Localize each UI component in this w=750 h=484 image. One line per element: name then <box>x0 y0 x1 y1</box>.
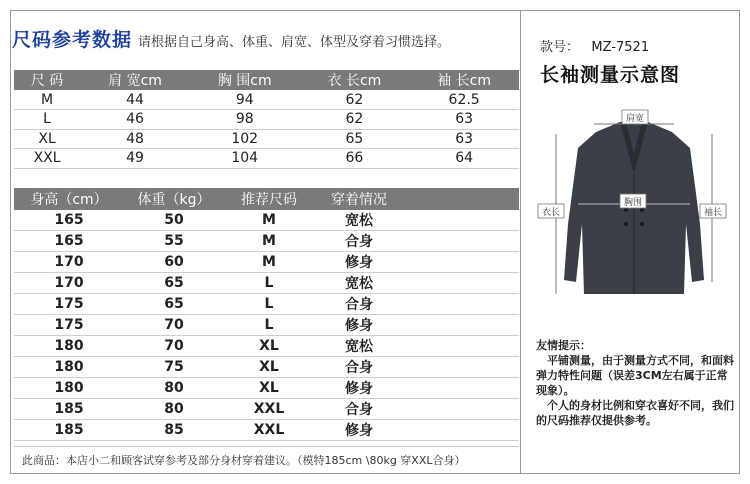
cell: 49 <box>80 149 190 169</box>
size-header <box>12 25 450 52</box>
tip-1: 平铺测量，由于测量方式不同，和面料弹力特性问题（误差3CM左右属于正常现象）。 <box>536 354 734 397</box>
cell: 185 <box>14 420 124 441</box>
col-chest: 胸 围cm <box>190 70 300 90</box>
cell: 65 <box>300 129 410 149</box>
style-number-value: MZ-7521 <box>591 40 650 55</box>
cell <box>404 231 519 252</box>
length-label: 衣长 <box>541 208 561 218</box>
cell: 修身 <box>314 315 404 336</box>
cell: 180 <box>14 336 124 357</box>
cell: M <box>14 90 80 110</box>
cell: 修身 <box>314 252 404 273</box>
cell: 170 <box>14 252 124 273</box>
cell: XL <box>224 378 314 399</box>
cell: 62 <box>300 90 410 110</box>
cell: 175 <box>14 315 124 336</box>
column-divider <box>520 10 521 474</box>
cell: XXL <box>14 149 80 169</box>
cell: L <box>224 273 314 294</box>
cell: 98 <box>190 110 300 130</box>
cell: M <box>224 252 314 273</box>
cell: 70 <box>124 315 224 336</box>
cell: 80 <box>124 399 224 420</box>
cell: 185 <box>14 399 124 420</box>
table-row <box>14 378 519 399</box>
cell: XXL <box>224 420 314 441</box>
cell: L <box>224 294 314 315</box>
style-number <box>540 36 649 55</box>
tips-title: 友情提示： <box>536 339 591 352</box>
table-row <box>14 210 519 231</box>
col-shoulder: 肩 宽cm <box>80 70 190 90</box>
cell: 48 <box>80 129 190 149</box>
cell <box>404 420 519 441</box>
table-row <box>14 420 519 441</box>
table-row <box>14 252 519 273</box>
recommendation-table <box>14 188 519 441</box>
cell: 75 <box>124 357 224 378</box>
cell: 180 <box>14 378 124 399</box>
cell: 62 <box>300 110 410 130</box>
cell: 175 <box>14 294 124 315</box>
tips-block <box>536 338 736 428</box>
cell: 165 <box>14 231 124 252</box>
cell: 修身 <box>314 420 404 441</box>
table-row <box>14 90 519 110</box>
section-subtitle: 请根据自己身高、体重、肩宽、体型及穿着习惯选择。 <box>138 35 451 50</box>
cell: 94 <box>190 90 300 110</box>
cell: 合身 <box>314 399 404 420</box>
cell: XL <box>224 357 314 378</box>
cell: 63 <box>409 129 519 149</box>
table-row <box>14 399 519 420</box>
note-divider <box>14 446 519 447</box>
cell: XL <box>14 129 80 149</box>
cell: 180 <box>14 357 124 378</box>
chest-label: 胸围 <box>623 198 643 208</box>
section-title: 尺码参考数据 <box>12 29 133 51</box>
cell: 合身 <box>314 357 404 378</box>
cell <box>404 273 519 294</box>
cell: XL <box>224 336 314 357</box>
cell: 44 <box>80 90 190 110</box>
cell: 102 <box>190 129 300 149</box>
cell: 50 <box>124 210 224 231</box>
cell: 66 <box>300 149 410 169</box>
cell <box>404 399 519 420</box>
cell <box>404 294 519 315</box>
table-row <box>14 273 519 294</box>
col-length: 衣 长cm <box>300 70 410 90</box>
table-row <box>14 357 519 378</box>
cell <box>404 252 519 273</box>
cell: 合身 <box>314 231 404 252</box>
cell: M <box>224 231 314 252</box>
col-height: 身高（cm） <box>14 188 124 210</box>
cell: 宽松 <box>314 336 404 357</box>
footnote: 此商品：本店小二和顾客试穿参考及部分身材穿着建议。（模特185cm \80kg 穿XXL合身） <box>22 454 466 467</box>
shoulder-label: 肩宽 <box>625 114 645 124</box>
table-row <box>14 315 519 336</box>
cell: 70 <box>124 336 224 357</box>
table-row <box>14 294 519 315</box>
table-row <box>14 149 519 169</box>
cell: 65 <box>124 273 224 294</box>
col-empty <box>404 188 519 210</box>
size-table <box>14 70 519 169</box>
cell: 170 <box>14 273 124 294</box>
cell <box>404 210 519 231</box>
cell <box>404 378 519 399</box>
cell: 165 <box>14 210 124 231</box>
cell: 宽松 <box>314 273 404 294</box>
cell: 80 <box>124 378 224 399</box>
col-recommended-size: 推荐尺码 <box>224 188 314 210</box>
cell: L <box>14 110 80 130</box>
col-fit: 穿着情况 <box>314 188 404 210</box>
cell: 合身 <box>314 294 404 315</box>
style-number-label: 款号： <box>540 40 580 55</box>
cell: 62.5 <box>409 90 519 110</box>
cell: 85 <box>124 420 224 441</box>
cell: 64 <box>409 149 519 169</box>
table-row <box>14 231 519 252</box>
cell <box>404 336 519 357</box>
garment-diagram <box>534 104 734 330</box>
cell: 宽松 <box>314 210 404 231</box>
table-row <box>14 336 519 357</box>
tip-2: 个人的身材比例和穿衣喜好不同，我们的尺码推荐仅提供参考。 <box>536 399 734 427</box>
cell: 修身 <box>314 378 404 399</box>
sleeve-label: 袖长 <box>703 208 723 218</box>
cell: 46 <box>80 110 190 130</box>
cell: M <box>224 210 314 231</box>
cell: 104 <box>190 149 300 169</box>
col-size: 尺 码 <box>14 70 80 90</box>
table-row <box>14 129 519 149</box>
cell <box>404 315 519 336</box>
cell: L <box>224 315 314 336</box>
col-weight: 体重（kg） <box>124 188 224 210</box>
table-row <box>14 110 519 130</box>
col-sleeve: 袖 长cm <box>409 70 519 90</box>
cell: 60 <box>124 252 224 273</box>
cell: 65 <box>124 294 224 315</box>
cell: 55 <box>124 231 224 252</box>
cell <box>404 357 519 378</box>
cell: XXL <box>224 399 314 420</box>
cell: 63 <box>409 110 519 130</box>
diagram-title: 长袖测量示意图 <box>540 64 681 86</box>
